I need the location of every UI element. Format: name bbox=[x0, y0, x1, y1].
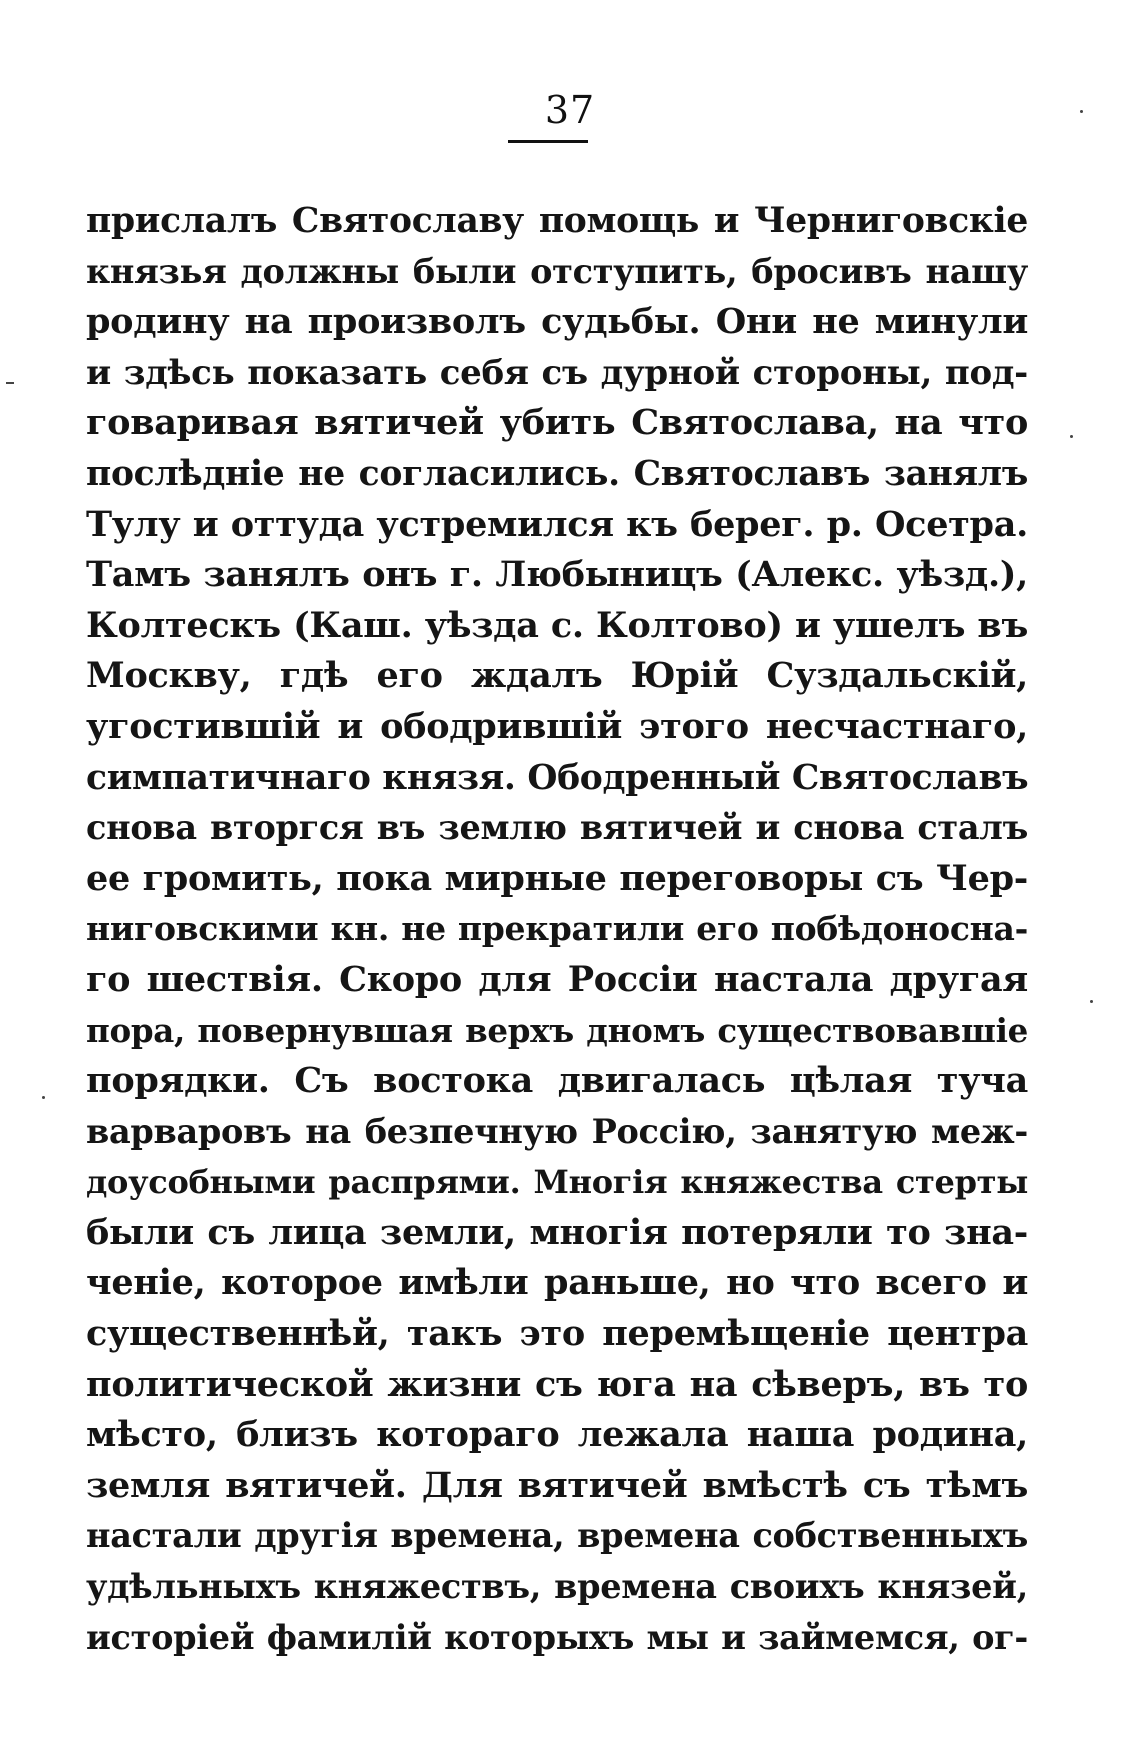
text-line: родину на произволъ судьбы. Они не минули bbox=[86, 301, 1028, 343]
text-line: варваровъ на безпечную Россію, занятую меж- bbox=[86, 1111, 1028, 1151]
text-line: политической жизни съ юга на сѣверъ, въ то bbox=[86, 1363, 1028, 1405]
scan-speck bbox=[1090, 1000, 1093, 1003]
text-line: доусобными распрями. Многія княжества стерты bbox=[86, 1163, 1028, 1202]
text-line: настали другія времена, времена собственныхъ bbox=[86, 1516, 1028, 1556]
text-line: земля вятичей. Для вятичей вмѣстѣ съ тѣмъ bbox=[86, 1464, 1028, 1506]
scan-speck bbox=[42, 1096, 45, 1099]
text-line: ниговскими кн. не прекратили его побѣдоносна- bbox=[86, 909, 1028, 949]
text-line: пора, повернувшая верхъ дномъ существовавшіе bbox=[86, 1010, 1028, 1050]
text-line: ее громить, пока мирные переговоры съ Чер- bbox=[86, 857, 1028, 899]
scan-speck bbox=[1070, 435, 1073, 438]
text-line: исторіей фамилій которыхъ мы и займемся, ог- bbox=[86, 1617, 1028, 1657]
page-number-rule bbox=[508, 140, 588, 143]
text-line: были съ лица земли, многія потеряли то зна- bbox=[86, 1211, 1028, 1253]
text-line: симпатичнаго князя. Ободренный Святославъ bbox=[86, 757, 1028, 798]
text-line: мѣсто, близъ котораго лежала наша родина, bbox=[86, 1414, 1028, 1456]
text-line: снова вторгся въ землю вятичей и снова сталъ bbox=[86, 808, 1028, 848]
text-line: Тулу и оттуда устремился къ берег. р. Осетра. bbox=[86, 503, 1028, 545]
text-line: Москву, гдѣ его ждалъ Юрій Суздальскій, bbox=[86, 655, 1028, 697]
scan-speck bbox=[1080, 110, 1083, 113]
text-line: Тамъ занялъ онъ г. Любыницъ (Алекс. уѣзд.), bbox=[86, 554, 1028, 596]
text-line: существеннѣй, такъ это перемѣщеніе центра bbox=[86, 1313, 1028, 1355]
text-line: го шествія. Скоро для Россіи настала другая bbox=[86, 958, 1028, 1000]
text-line: послѣдніе не согласились. Святославъ занялъ bbox=[86, 453, 1028, 494]
text-line: угостившій и ободрившій этого несчастнаго, bbox=[86, 705, 1028, 747]
text-line: Колтескъ (Каш. уѣзда с. Колтово) и ушелъ въ bbox=[86, 604, 1028, 646]
page-number: 37 bbox=[544, 88, 596, 132]
text-line: князья должны были отступить, бросивъ нашу bbox=[86, 251, 1028, 291]
scan-speck bbox=[6, 382, 14, 384]
text-line: говаривая вятичей убить Святослава, на что bbox=[86, 402, 1028, 444]
body-text bbox=[86, 196, 1028, 1663]
text-line: ченіе, которое имѣли раньше, но что всего и bbox=[86, 1262, 1028, 1304]
text-line: удѣльныхъ княжествъ, времена своихъ князей, bbox=[86, 1567, 1028, 1607]
text-line: порядки. Съ востока двигалась цѣлая туча bbox=[86, 1060, 1028, 1102]
text-line: и здѣсь показать себя съ дурной стороны, под- bbox=[86, 352, 1028, 393]
text-line: прислалъ Святославу помощь и Черниговскіе bbox=[86, 201, 1028, 241]
